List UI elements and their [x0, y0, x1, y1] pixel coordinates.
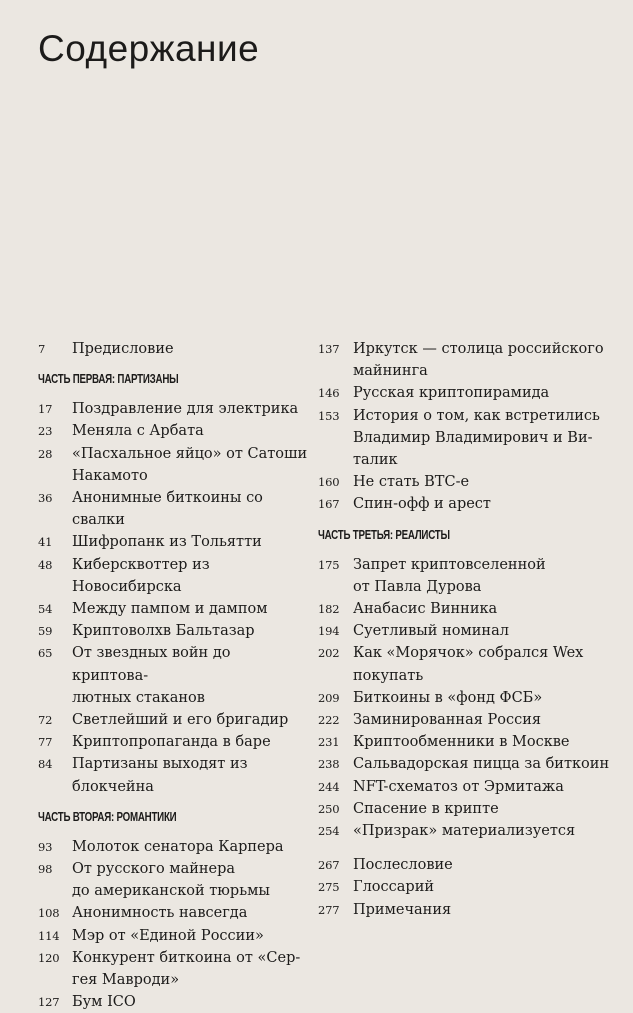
entry-title [72, 858, 308, 902]
entry-title-line: История о том, как встретились [353, 407, 600, 424]
toc-entry[interactable] [38, 398, 308, 420]
entry-title-line: до американской тюрьмы [72, 883, 270, 900]
toc-entry[interactable] [318, 854, 618, 876]
entry-title: Биткоины в «фонд ФСБ» [353, 689, 543, 706]
entry-title: Мэр от «Единой России» [72, 927, 264, 944]
page-number: 254 [318, 824, 340, 839]
entry-title [72, 947, 308, 991]
entry-title: Анабасис Винника [353, 601, 498, 618]
toc-entry[interactable] [38, 947, 308, 991]
entry-title: Послесловие [353, 857, 453, 874]
toc-entry[interactable] [318, 554, 618, 598]
page-number: 275 [318, 880, 340, 895]
entry-title: Суетливый номинал [353, 623, 509, 640]
toc-entry[interactable] [38, 925, 308, 947]
toc-entry[interactable] [318, 598, 618, 620]
toc-entry[interactable] [38, 531, 308, 553]
entry-title: Спасение в крипте [353, 800, 499, 817]
page-number: 231 [318, 735, 340, 750]
toc-entry[interactable] [38, 902, 308, 924]
page-number: 17 [38, 402, 53, 417]
page-number: 114 [38, 928, 60, 943]
entry-title: Предисловие [72, 341, 174, 357]
entry-title: Сальвадорская пицца за биткоин [353, 756, 610, 773]
entry-title-line: майнинга [353, 363, 428, 380]
entry-title: Не стать BTC-e [353, 474, 470, 491]
page-number: 267 [318, 858, 340, 873]
toc-entry[interactable] [38, 338, 308, 360]
page-number: 127 [38, 995, 60, 1010]
page-number: 182 [318, 602, 340, 617]
toc-entry[interactable] [38, 620, 308, 642]
page-number: 28 [38, 446, 53, 461]
page-title: Содержание [38, 28, 260, 69]
page-number: 160 [318, 475, 340, 490]
toc-entry[interactable] [318, 731, 618, 753]
page-number: 59 [38, 624, 53, 639]
entry-title-line: от Павла Дурова [353, 578, 482, 595]
entry-title: Заминированная Россия [353, 712, 542, 729]
page-number: 7 [38, 342, 46, 356]
entry-title-line: «Пасхальное яйцо» от Сатоши [72, 445, 308, 462]
page-number: 23 [38, 424, 53, 439]
entry-title: Киберсквоттер из Новосибирска [72, 556, 210, 595]
entry-title-line: лютных стаканов [72, 689, 205, 706]
toc-entry[interactable] [38, 642, 308, 709]
part3-entries [318, 554, 618, 843]
entry-title-line: покупать [353, 667, 424, 684]
toc-entry[interactable] [318, 338, 618, 382]
page-number: 146 [318, 386, 340, 401]
page-number: 72 [38, 713, 53, 728]
toc-entry[interactable] [38, 836, 308, 858]
entry-title: Спин-офф и арест [353, 496, 491, 513]
part1-entries [38, 398, 308, 798]
toc-entry[interactable] [38, 753, 308, 797]
page-number: 41 [38, 535, 53, 550]
entry-title-line: Как «Морячок» собрался Wex [353, 645, 584, 662]
page-number: 175 [318, 557, 340, 572]
page-number: 65 [38, 646, 53, 661]
page-number: 194 [318, 624, 340, 639]
entry-title: Бум ICO [72, 994, 136, 1011]
toc-entry[interactable] [318, 876, 618, 898]
entry-title: «Призрак» материализуется [353, 823, 576, 840]
page-number: 120 [38, 950, 60, 965]
page-number: 277 [318, 902, 340, 917]
entry-title [353, 642, 618, 686]
entry-title [353, 338, 618, 382]
entry-title: Криптопропаганда в баре [72, 734, 271, 751]
entry-title: Криптоволхв Бальтазар [72, 623, 255, 640]
entry-title: NFT-схематоз от Эрмитажа [353, 778, 564, 795]
toc-entry[interactable] [318, 687, 618, 709]
toc-left-column [38, 338, 308, 1013]
entry-title-line: Иркутск — столица российского [353, 341, 604, 357]
page-number: 238 [318, 757, 340, 772]
entry-title-line: Запрет криптовселенной [353, 556, 546, 573]
page-number: 137 [318, 342, 340, 356]
toc-entry[interactable] [38, 709, 308, 731]
entry-title: Примечания [353, 901, 452, 918]
entry-title-line: От звездных войн до криптова- [72, 645, 231, 684]
page-number: 93 [38, 839, 53, 854]
entry-title: Криптообменники в Москве [353, 734, 570, 751]
page-number: 202 [318, 646, 340, 661]
toc-entry[interactable] [318, 753, 618, 775]
page-number: 48 [38, 557, 53, 572]
entry-title [353, 405, 618, 472]
toc-entry[interactable] [38, 598, 308, 620]
entry-title-line: талик [353, 452, 398, 469]
page-number: 84 [38, 757, 53, 772]
toc-entry[interactable] [318, 405, 618, 472]
page-number: 250 [318, 801, 340, 816]
entry-title-line: Конкурент биткоина от «Сер- [72, 949, 301, 966]
toc-entry[interactable] [318, 382, 618, 404]
entry-title: Русская криптопирамида [353, 385, 550, 402]
entry-title-line: Накамото [72, 467, 148, 484]
toc-entry[interactable] [38, 420, 308, 442]
entry-title-line: гея Мавроди» [72, 972, 180, 989]
toc-entry[interactable] [318, 899, 618, 921]
part2-entries [38, 836, 308, 1013]
toc-entry[interactable] [318, 471, 618, 493]
toc-right-column [318, 338, 618, 921]
entry-title: Светлейший и его бригадир [72, 712, 289, 729]
entry-title: Анонимные биткоины со свалки [72, 490, 263, 529]
part-heading: ЧАСТЬ ПЕРВАЯ: ПАРТИЗАНЫ [38, 372, 179, 387]
page-number: 54 [38, 602, 53, 617]
page-number: 167 [318, 497, 340, 512]
entry-title [72, 443, 308, 487]
entry-title-line: От русского майнера [72, 861, 236, 878]
entry-title [353, 554, 618, 598]
part2-continued-entries [318, 338, 618, 516]
toc-entry[interactable] [318, 709, 618, 731]
page-number: 222 [318, 713, 340, 728]
part-heading: ЧАСТЬ ТРЕТЬЯ: РЕАЛИСТЫ [318, 527, 450, 542]
toc-entry[interactable] [38, 487, 308, 531]
toc-entry[interactable] [318, 820, 618, 842]
entry-title: Глоссарий [353, 879, 435, 896]
page-number: 98 [38, 862, 53, 877]
entry-title: Шифропанк из Тольятти [72, 534, 262, 551]
entry-title [72, 642, 308, 709]
entry-title: Поздравление для электрика [72, 401, 299, 418]
page-number: 108 [38, 906, 60, 921]
toc-entry[interactable] [38, 443, 308, 487]
entry-title: Между пампом и дампом [72, 601, 268, 618]
page-number: 153 [318, 408, 340, 423]
toc-entry[interactable] [38, 858, 308, 902]
entry-title: Анонимность навсегда [72, 905, 248, 922]
toc-entry[interactable] [318, 798, 618, 820]
toc-entry[interactable] [38, 554, 308, 598]
entry-title: Партизаны выходят из блокчейна [72, 756, 248, 795]
entry-title: Молоток сенатора Карпера [72, 838, 284, 855]
back-matter-entries [318, 854, 618, 921]
toc-entry[interactable] [38, 731, 308, 753]
page-number: 36 [38, 491, 53, 506]
page-number: 244 [318, 779, 340, 794]
toc-entry[interactable] [318, 642, 618, 686]
part-heading: ЧАСТЬ ВТОРАЯ: РОМАНТИКИ [38, 809, 177, 824]
toc-entry[interactable] [318, 620, 618, 642]
page-number: 77 [38, 735, 53, 750]
entry-title-line: Владимир Владимирович и Ви- [353, 429, 593, 446]
toc-entry[interactable] [318, 493, 618, 515]
toc-entry[interactable] [38, 991, 308, 1013]
toc-entry[interactable] [318, 776, 618, 798]
page-number: 209 [318, 690, 340, 705]
entry-title: Меняла с Арбата [72, 423, 204, 440]
